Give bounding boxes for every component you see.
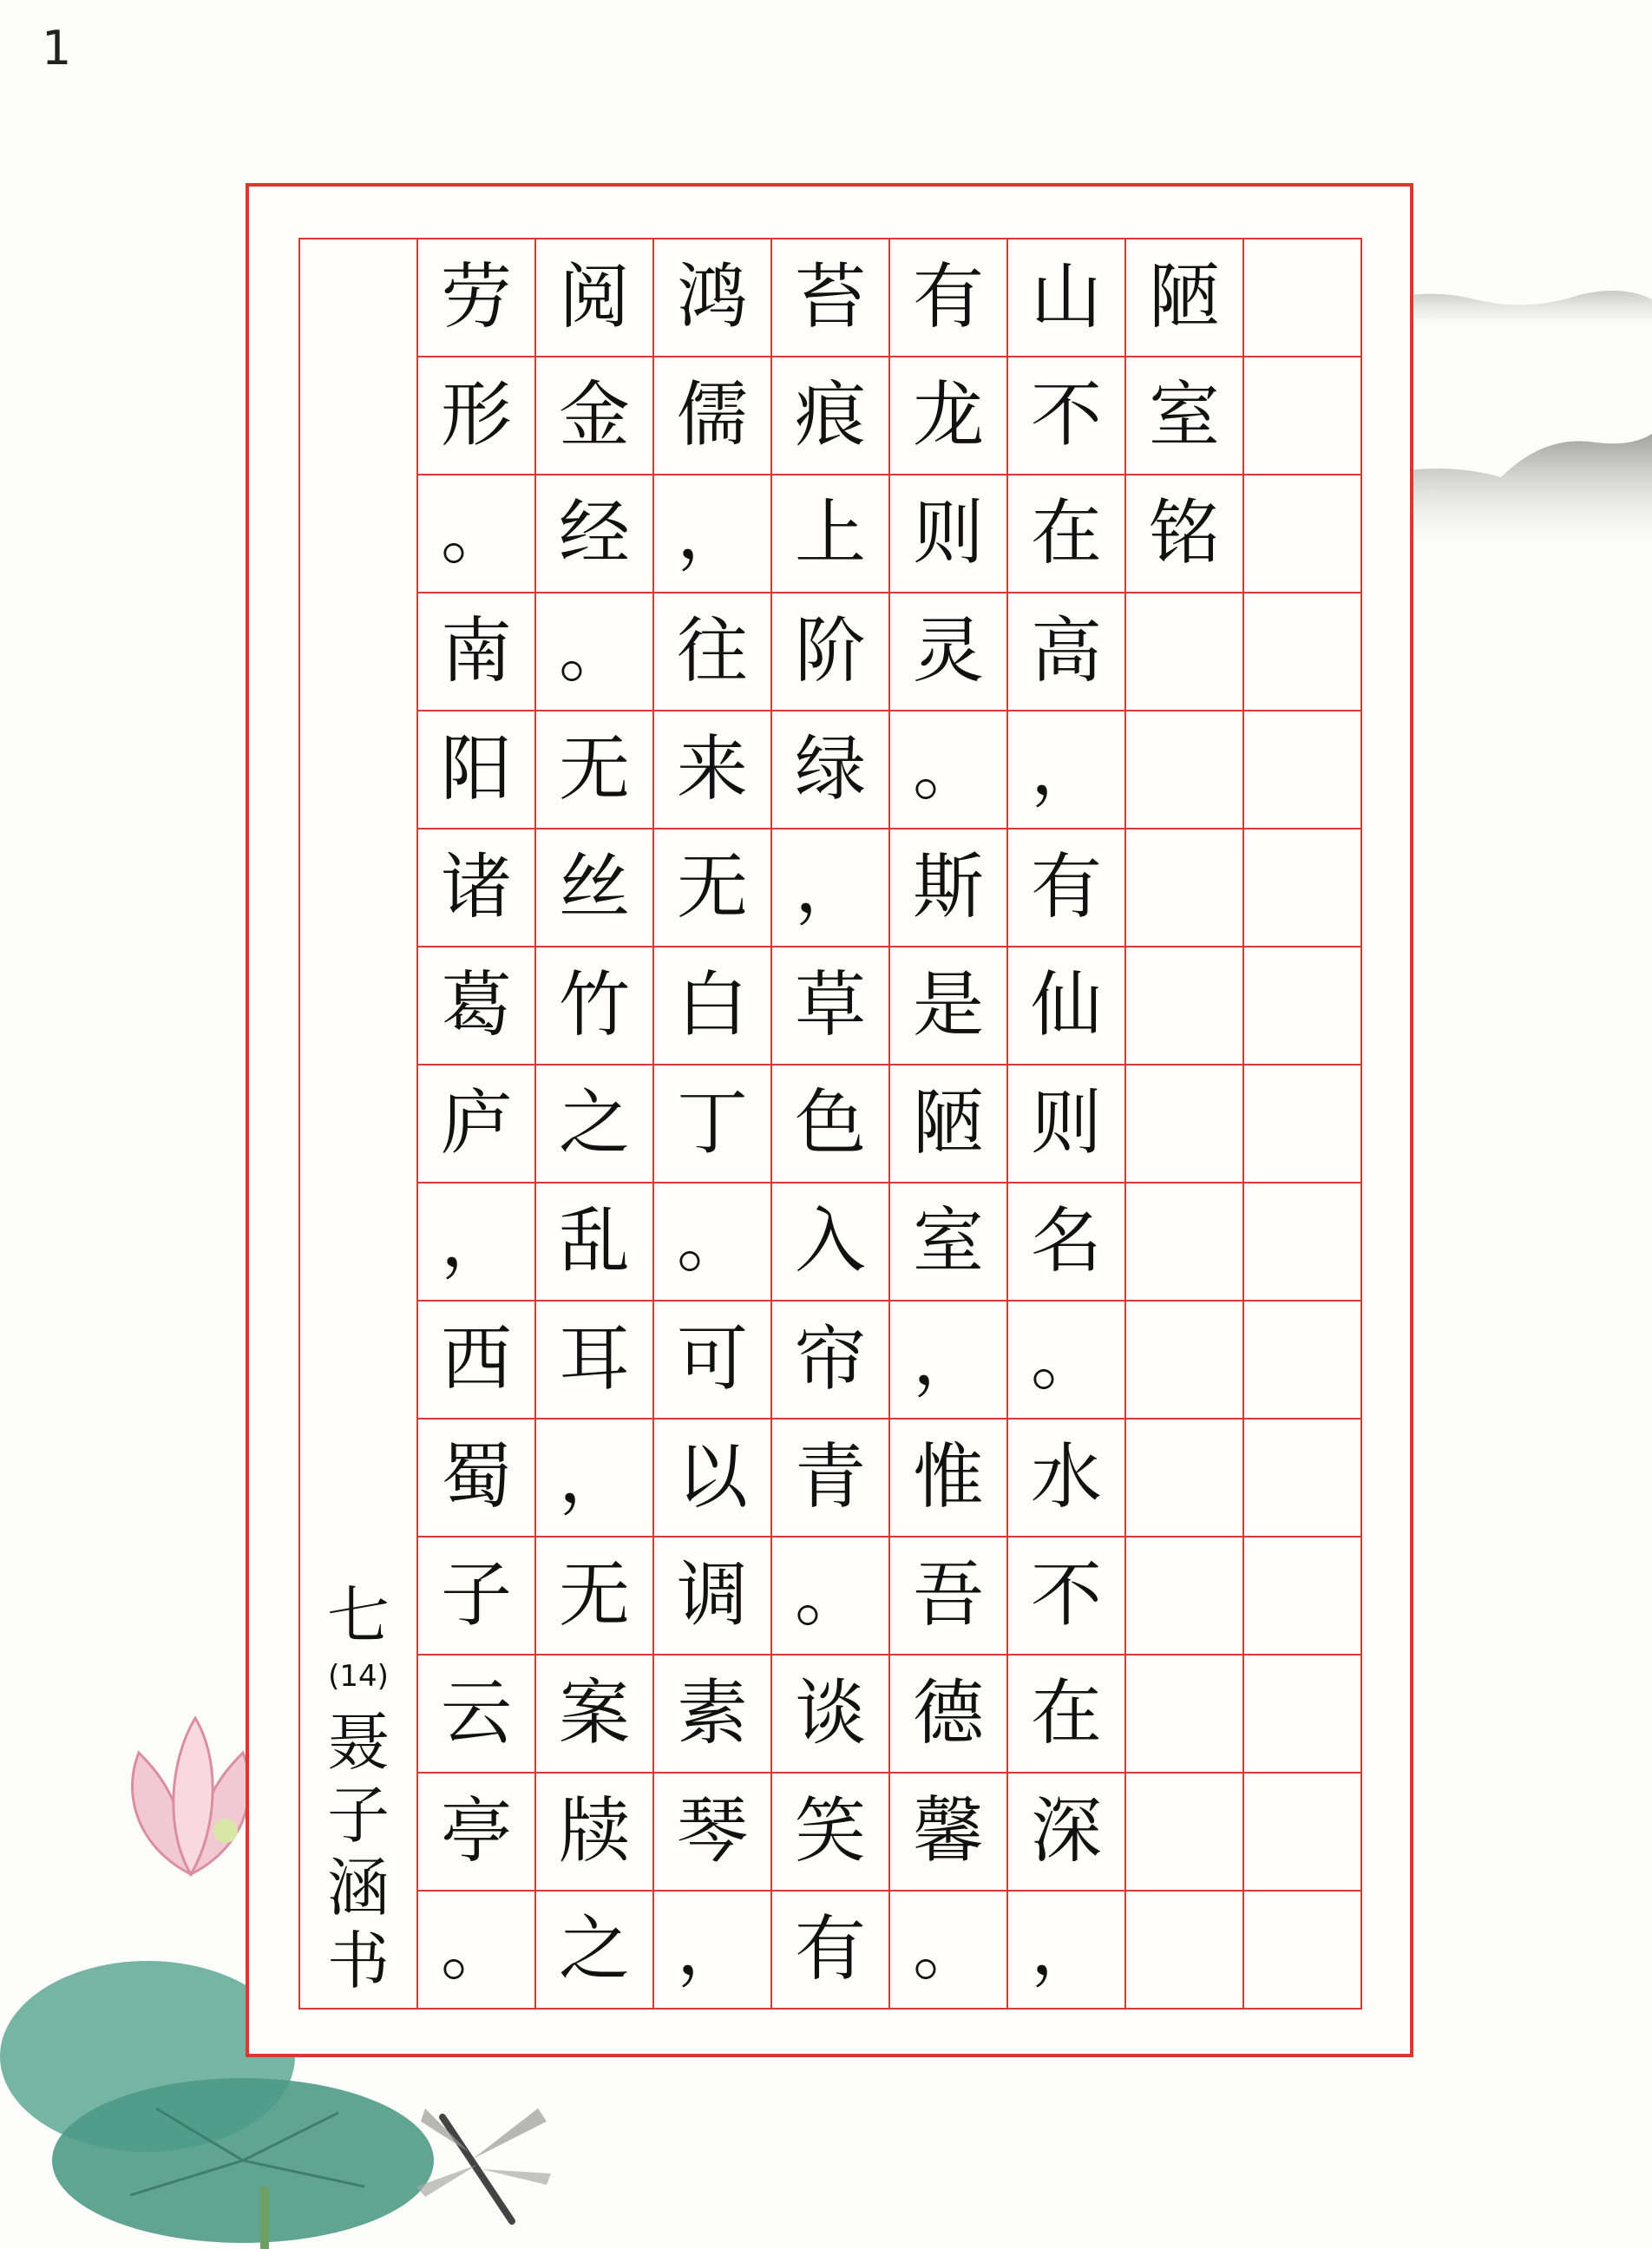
grid-cell: 有 (772, 1892, 890, 2010)
signature-name (300, 1706, 416, 1997)
grid-cell: 铭 (1126, 475, 1244, 593)
grid-cell: 高 (1008, 593, 1126, 711)
grid-cell: 蜀 (418, 1420, 536, 1538)
grid-cell: ， (1008, 1892, 1126, 2010)
grid-cell (1126, 1892, 1244, 2010)
grid-cell (1244, 1892, 1362, 2010)
grid-cell (1126, 1065, 1244, 1184)
grid-cell: 。 (890, 1892, 1008, 2010)
grid-cell: 案 (536, 1656, 654, 1774)
grid-cell: 丝 (536, 829, 654, 947)
grid-cell: 之 (536, 1892, 654, 2010)
grid-cell: 。 (772, 1538, 890, 1656)
grid-cell: 陋 (890, 1065, 1008, 1184)
grid-cell: 乱 (536, 1184, 654, 1302)
grid-cell: 阳 (418, 711, 536, 829)
grid-cell: 葛 (418, 947, 536, 1065)
grid-cell: 诸 (418, 829, 536, 947)
grid-cell: 深 (1008, 1774, 1126, 1892)
grid-cell: 斯 (890, 829, 1008, 947)
grid-cell (1244, 1656, 1362, 1774)
grid-cell: 。 (418, 1892, 536, 2010)
grid-cell (1244, 1538, 1362, 1656)
grid-cell: 不 (1008, 357, 1126, 475)
grid-cell: 无 (536, 1538, 654, 1656)
grid-cell (1126, 1184, 1244, 1302)
grid-cell: 牍 (536, 1774, 654, 1892)
grid-cell: 帘 (772, 1302, 890, 1420)
grid-cell: 笑 (772, 1774, 890, 1892)
grid-cell: ， (536, 1420, 654, 1538)
grid-cell: 谈 (772, 1656, 890, 1774)
grid-cell: 阶 (772, 593, 890, 711)
grid-cell: ， (654, 475, 772, 593)
grid-cell (1244, 1065, 1362, 1184)
grid-cell: 苔 (772, 239, 890, 357)
grid-cell: ， (890, 1302, 1008, 1420)
grid-cell: 青 (772, 1420, 890, 1538)
grid-cell (1244, 593, 1362, 711)
grid-cell: 室 (890, 1184, 1008, 1302)
grid-cell: 馨 (890, 1774, 1008, 1892)
grid-cell: ， (654, 1892, 772, 2010)
page-number-mark: 1 (42, 21, 72, 75)
grid-cell: 。 (890, 711, 1008, 829)
grid-cell: 。 (654, 1184, 772, 1302)
grid-cell: 惟 (890, 1420, 1008, 1538)
grid-cell (1244, 239, 1362, 357)
grid-cell: 阅 (536, 239, 654, 357)
grid-cell: 调 (654, 1538, 772, 1656)
grid-cell: ， (772, 829, 890, 947)
grid-cell: 有 (890, 239, 1008, 357)
grid-cell (1244, 829, 1362, 947)
grid-cell: 来 (654, 711, 772, 829)
grid-cell (1126, 1774, 1244, 1892)
grid-cell: 名 (1008, 1184, 1126, 1302)
signature-char: 聂 (326, 1706, 390, 1779)
grid-cell (1126, 829, 1244, 947)
grid-cell: 陋 (1126, 239, 1244, 357)
grid-cell: 丁 (654, 1065, 772, 1184)
grid-cell (1244, 357, 1362, 475)
grid-cell: 不 (1008, 1538, 1126, 1656)
grid-cell: 龙 (890, 357, 1008, 475)
grid-cell: 色 (772, 1065, 890, 1184)
grid-cell (1126, 1538, 1244, 1656)
signature-char: 涵 (326, 1852, 390, 1924)
grid-cell (1244, 1184, 1362, 1302)
grid-cell: 无 (536, 711, 654, 829)
grid-cell: 之 (536, 1065, 654, 1184)
grid-cell: 上 (772, 475, 890, 593)
grid-cell: 仙 (1008, 947, 1126, 1065)
grid-cell: 南 (418, 593, 536, 711)
grid-cell: 有 (1008, 829, 1126, 947)
grid-cell: 竹 (536, 947, 654, 1065)
grid-cell: 绿 (772, 711, 890, 829)
grid-cell (1126, 1656, 1244, 1774)
grid-cell: 则 (1008, 1065, 1126, 1184)
grid-cell: 在 (1008, 1656, 1126, 1774)
grid-cell: 。 (536, 593, 654, 711)
grid-cell: 亭 (418, 1774, 536, 1892)
signature-column (300, 239, 418, 2010)
grid-cell: 劳 (418, 239, 536, 357)
grid-cell: 则 (890, 475, 1008, 593)
grid-cell: 白 (654, 947, 772, 1065)
grid-cell: 室 (1126, 357, 1244, 475)
grid-cell: 金 (536, 357, 654, 475)
grid-cell: 。 (1008, 1302, 1126, 1420)
grid-cell: 以 (654, 1420, 772, 1538)
grid-cell (1126, 711, 1244, 829)
grid-cell: 无 (654, 829, 772, 947)
grid-cell: 入 (772, 1184, 890, 1302)
grid-cell: 子 (418, 1538, 536, 1656)
grid-cell: 德 (890, 1656, 1008, 1774)
grid-cell (1244, 947, 1362, 1065)
signature-char: 书 (326, 1924, 390, 1997)
grid-cell: 痕 (772, 357, 890, 475)
grid-cell: 山 (1008, 239, 1126, 357)
grid-cell: 往 (654, 593, 772, 711)
grid-cell: 可 (654, 1302, 772, 1420)
grid-cell: 西 (418, 1302, 536, 1420)
grid-cell: 经 (536, 475, 654, 593)
grid-cell (1244, 1302, 1362, 1420)
signature-date: (14) (328, 1659, 389, 1694)
dragonfly-illustration (408, 2091, 564, 2239)
grid-cell (1244, 1420, 1362, 1538)
calligraphy-grid (298, 238, 1362, 2010)
grid-cell: 吾 (890, 1538, 1008, 1656)
grid-cell (1126, 947, 1244, 1065)
grid-cell (1126, 593, 1244, 711)
grid-cell: ， (1008, 711, 1126, 829)
grid-cell: 素 (654, 1656, 772, 1774)
grid-cell (1244, 1774, 1362, 1892)
grid-cell: ， (418, 1184, 536, 1302)
grid-cell: 庐 (418, 1065, 536, 1184)
grid-cell: 水 (1008, 1420, 1126, 1538)
grid-cell: 灵 (890, 593, 1008, 711)
signature-number: 七 (326, 1579, 390, 1652)
grid-cell: 儒 (654, 357, 772, 475)
grid-cell (1126, 1420, 1244, 1538)
grid-cell: 在 (1008, 475, 1126, 593)
grid-cell: 耳 (536, 1302, 654, 1420)
grid-cell: 云 (418, 1656, 536, 1774)
grid-cell (1244, 711, 1362, 829)
grid-cell: 。 (418, 475, 536, 593)
signature-char: 子 (326, 1779, 390, 1852)
grid-cell: 鸿 (654, 239, 772, 357)
grid-cell: 是 (890, 947, 1008, 1065)
grid-cell (1244, 475, 1362, 593)
grid-cell: 草 (772, 947, 890, 1065)
grid-cell: 琴 (654, 1774, 772, 1892)
grid-cell: 形 (418, 357, 536, 475)
grid-cell (1126, 1302, 1244, 1420)
